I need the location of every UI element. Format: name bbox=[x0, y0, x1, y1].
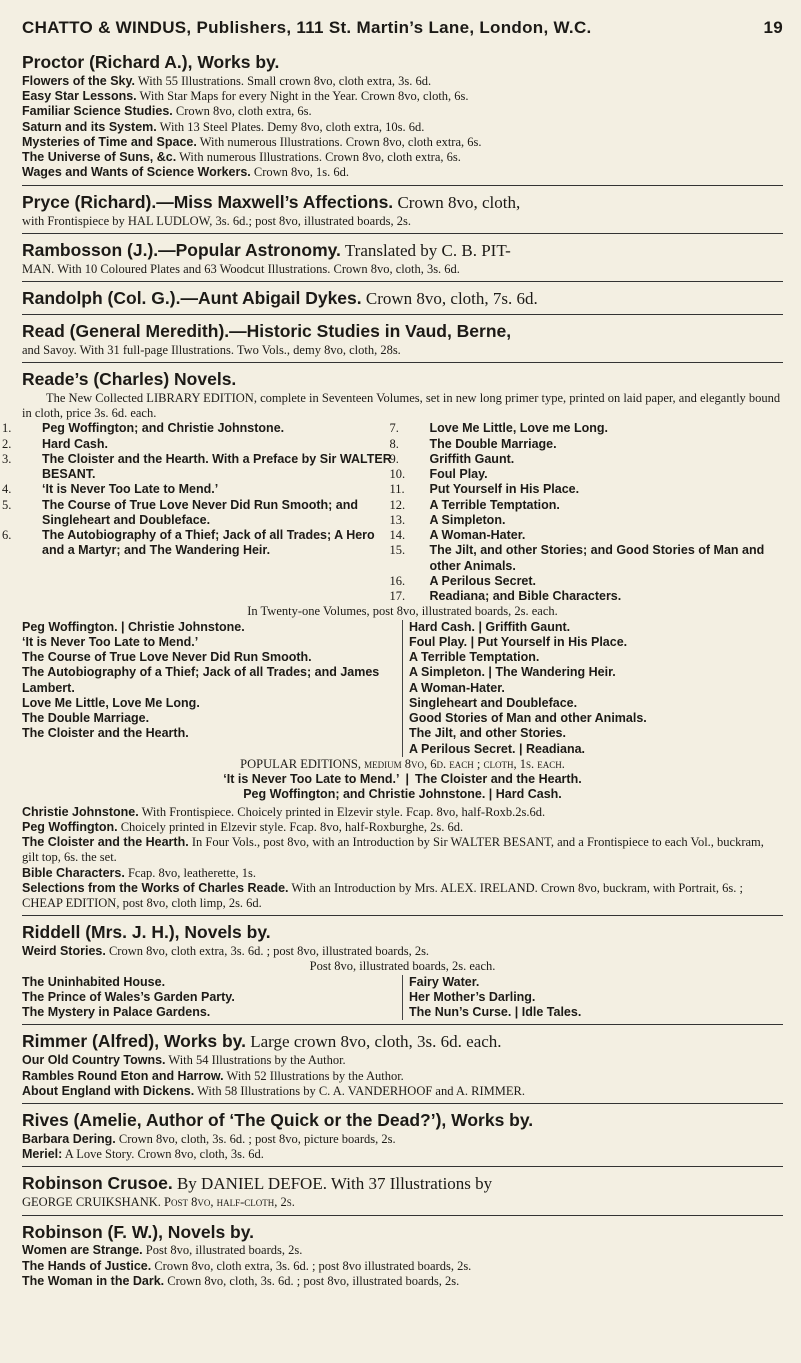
volume-title: A Perilous Secret. bbox=[429, 573, 537, 588]
work-detail: Crown 8vo, cloth extra, 3s. 6d. ; post 8vo illustrated boards, 2s. bbox=[151, 1258, 472, 1273]
volume-number: 10. bbox=[389, 467, 406, 481]
volume-title: Griffith Gaunt. bbox=[429, 451, 515, 466]
entry-detail: and Savoy. With 31 full-page Illustrations. Two Vols., demy 8vo, cloth, 28s. bbox=[22, 342, 401, 357]
entry-rimmer bbox=[22, 1031, 783, 1099]
riddell-list-right bbox=[403, 975, 783, 1021]
riddell-novel-title: The Prince of Wales’s Garden Party. bbox=[22, 989, 235, 1004]
work-detail: With Star Maps for every Night in the Year. Crown 8vo, cloth, 6s. bbox=[136, 89, 469, 104]
work-detail: Crown 8vo, cloth extra, 6s. bbox=[172, 104, 312, 119]
entry-heading: Reade’s (Charles) Novels. bbox=[22, 368, 237, 389]
riddell-post-note: Post 8vo, illustrated boards, 2s. each. bbox=[309, 959, 496, 974]
work-title: Familiar Science Studies. bbox=[22, 104, 173, 119]
riddell-novel-list bbox=[22, 975, 783, 1021]
work-title: Easy Star Lessons. bbox=[22, 89, 137, 104]
publisher-line: CHATTO & WINDUS, Publishers, 111 St. Martin’s Lane, London, W.C. bbox=[22, 18, 592, 37]
riddell-list-left bbox=[22, 975, 403, 1021]
entry-heading-tail: By DANIEL DEFOE. With 37 Illustrations by bbox=[172, 1174, 493, 1194]
work-line bbox=[22, 165, 783, 180]
work-line bbox=[22, 1243, 783, 1258]
work-detail: With Frontispiece. Choicely printed in Elzevir style. Fcap. 8vo, half-Roxb.2s.6d. bbox=[138, 804, 546, 819]
work-detail: Post 8vo, illustrated boards, 2s. bbox=[142, 1243, 303, 1258]
twentyone-title: Hard Cash. | Griffith Gaunt. bbox=[409, 619, 571, 634]
work-title: Our Old Country Towns. bbox=[22, 1053, 166, 1068]
work-line bbox=[22, 104, 783, 119]
work-line bbox=[22, 89, 783, 104]
entry-heading: Rimmer (Alfred), Works by. bbox=[22, 1031, 246, 1052]
library-volume bbox=[2, 528, 396, 559]
work-detail: With 54 Illustrations by the Author. bbox=[165, 1053, 346, 1068]
work-detail: Crown 8vo, 1s. 6d. bbox=[250, 165, 350, 180]
entry-robinson-crusoe bbox=[22, 1173, 783, 1210]
page-number: 19 bbox=[763, 18, 783, 37]
work-title: Bible Characters. bbox=[22, 865, 125, 880]
work-title: Women are Strange. bbox=[22, 1243, 143, 1258]
volume-title: Love Me Little, Love me Long. bbox=[429, 421, 608, 436]
entry-heading: Rives (Amelie, Author of ‘The Quick or the Dead?’), Works by. bbox=[22, 1110, 534, 1130]
entry-heading: Pryce (Richard).—Miss Maxwell’s Affections. bbox=[22, 191, 394, 212]
twentyone-title: The Autobiography of a Thief; Jack of all Trades; and James Lambert. bbox=[22, 665, 380, 695]
entry-heading: Riddell (Mrs. J. H.), Novels by. bbox=[22, 922, 271, 943]
library-volume bbox=[389, 436, 784, 452]
twentyone-title: The Cloister and the Hearth. bbox=[22, 726, 189, 741]
volume-title: Hard Cash. bbox=[42, 436, 108, 451]
library-volume bbox=[389, 573, 784, 589]
entry-rives bbox=[22, 1110, 783, 1162]
popular-editions-line-2: Peg Woffington; and Christie Johnstone. | Hard Cash. bbox=[243, 787, 562, 802]
work-title: The Cloister and the Hearth. bbox=[22, 835, 189, 849]
work-detail: Crown 8vo, cloth, 3s. 6d. ; post 8vo, picture boards, 2s. bbox=[115, 1131, 396, 1146]
entry-pryce bbox=[22, 192, 783, 229]
entry-heading: Robinson Crusoe. bbox=[22, 1173, 173, 1194]
volume-number: 11. bbox=[389, 482, 405, 497]
volume-title: The Double Marriage. bbox=[429, 436, 557, 451]
volume-number: 5. bbox=[2, 497, 12, 512]
entry-heading: Robinson (F. W.), Novels by. bbox=[22, 1221, 255, 1242]
twentyone-list-right bbox=[403, 620, 783, 757]
popular-editions-line-1: ‘It is Never Too Late to Mend.’ | The Cloister and the Hearth. bbox=[223, 772, 582, 786]
work-detail: With 58 Illustrations by C. A. VANDERHOOF and A. RIMMER. bbox=[194, 1083, 526, 1098]
popular-title: The Cloister and the Hearth. bbox=[414, 772, 582, 786]
riddell-novel-title: Her Mother’s Darling. bbox=[409, 989, 536, 1004]
volume-title: The Course of True Love Never Did Run Smooth; and Singleheart and Doubleface. bbox=[42, 497, 359, 527]
volume-title: A Simpleton. bbox=[429, 512, 506, 527]
work-line bbox=[22, 1053, 783, 1068]
work-line bbox=[22, 866, 783, 881]
library-volume bbox=[389, 451, 784, 467]
twentyone-title: A Woman-Hater. bbox=[409, 680, 505, 695]
work-line bbox=[22, 1084, 783, 1099]
volume-number: 17. bbox=[389, 589, 406, 603]
library-volume bbox=[2, 436, 396, 452]
library-volume bbox=[2, 482, 396, 497]
volume-title: ‘It is Never Too Late to Mend.’ bbox=[42, 482, 219, 497]
entry-heading-tail: Crown 8vo, cloth, bbox=[393, 192, 521, 212]
popular-editions-note: POPULAR EDITIONS, medium 8vo, 6d. each ; cloth, 1s. each. bbox=[240, 756, 565, 771]
entry-heading: Read (General Meredith).—Historic Studies in Vaud, Berne, bbox=[22, 320, 512, 341]
work-detail: With 13 Steel Plates. Demy 8vo, cloth extra, 10s. 6d. bbox=[156, 119, 425, 134]
volume-number: 9. bbox=[389, 451, 399, 466]
riddell-novel-title: The Mystery in Palace Gardens. bbox=[22, 1005, 211, 1020]
rimmer-work-list bbox=[22, 1053, 783, 1099]
volume-number: 4. bbox=[2, 482, 12, 497]
twentyone-title: Love Me Little, Love Me Long. bbox=[22, 695, 200, 710]
work-line bbox=[22, 1147, 783, 1162]
twentyone-title: Peg Woffington. | Christie Johnstone. bbox=[22, 619, 245, 634]
volume-number: 8. bbox=[389, 436, 399, 451]
twentyone-list-left bbox=[22, 620, 403, 757]
entry-detail: GEORGE CRUIKSHANK. Post 8vo, half-cloth, 2s. bbox=[22, 1195, 295, 1210]
library-list-right bbox=[389, 421, 784, 604]
entry-reade bbox=[2, 368, 783, 911]
work-title: The Hands of Justice. bbox=[22, 1258, 152, 1273]
work-detail: With 55 Illustrations. Small crown 8vo, cloth extra, 3s. 6d. bbox=[135, 73, 432, 88]
library-volume bbox=[389, 421, 784, 436]
reade-selections: Selections from the Works of Charles Reade. With an Introduction by Mrs. ALEX. IRELAND. Crown 8vo, buckram, with Portrait, 6s. ; CHEAP EDITION, post 8vo, cloth limp, 2s. 6d. bbox=[22, 880, 743, 910]
entry-heading-tail: Crown 8vo, cloth, 7s. 6d. bbox=[361, 288, 538, 308]
twentyone-title: A Simpleton. | The Wandering Heir. bbox=[409, 665, 616, 680]
work-title: Mysteries of Time and Space. bbox=[22, 134, 197, 149]
volume-title: Put Yourself in His Place. bbox=[429, 482, 580, 497]
entry-proctor bbox=[22, 52, 783, 181]
library-volume bbox=[389, 512, 784, 528]
riddell-novel-title: The Nun’s Curse. | Idle Tales. bbox=[409, 1005, 582, 1020]
entry-heading: Proctor (Richard A.), Works by. bbox=[22, 52, 280, 72]
library-volume bbox=[389, 482, 784, 497]
volume-number: 7. bbox=[389, 421, 399, 436]
work-title: About England with Dickens. bbox=[22, 1083, 195, 1098]
work-title: Peg Woffington. bbox=[22, 819, 118, 834]
entry-heading-tail: Large crown 8vo, cloth, 3s. 6d. each. bbox=[245, 1032, 502, 1052]
riddell-novel-title: Fairy Water. bbox=[409, 974, 480, 989]
work-line bbox=[22, 150, 783, 165]
twentyone-title: A Perilous Secret. | Readiana. bbox=[409, 741, 586, 756]
catalogue-page bbox=[2, 0, 783, 1289]
library-edition-list bbox=[2, 421, 783, 604]
entry-heading: Randolph (Col. G.).—Aunt Abigail Dykes. bbox=[22, 287, 362, 308]
entry-read bbox=[22, 321, 783, 358]
work-detail: Crown 8vo, cloth, 3s. 6d. ; post 8vo, illustrated boards, 2s. bbox=[164, 1273, 460, 1288]
library-volume bbox=[389, 589, 784, 604]
work-line bbox=[22, 135, 783, 150]
twentyone-title: Foul Play. | Put Yourself in His Place. bbox=[409, 634, 628, 649]
work-title: Rambles Round Eton and Harrow. bbox=[22, 1068, 224, 1083]
twentyone-title: ‘It is Never Too Late to Mend.’ bbox=[22, 634, 199, 649]
entry-detail: with Frontispiece by HAL LUDLOW, 3s. 6d.; post 8vo, illustrated boards, 2s. bbox=[22, 213, 411, 228]
twentyone-title: Good Stories of Man and other Animals. bbox=[409, 711, 647, 725]
robinson-work-list bbox=[22, 1243, 783, 1289]
rives-work-list bbox=[22, 1132, 783, 1163]
weird-stories-line: Weird Stories. Crown 8vo, cloth extra, 3s. 6d. ; post 8vo, illustrated boards, 2s. bbox=[22, 944, 430, 959]
volume-title: The Cloister and the Hearth. With a Preface by Sir WALTER BESANT. bbox=[42, 451, 392, 481]
entry-heading: Rambosson (J.).—Popular Astronomy. bbox=[22, 239, 341, 260]
work-title: Saturn and its System. bbox=[22, 119, 157, 134]
running-header bbox=[22, 0, 783, 42]
work-detail: Fcap. 8vo, leatherette, 1s. bbox=[124, 865, 257, 880]
work-line bbox=[22, 1132, 783, 1147]
work-title: Flowers of the Sky. bbox=[22, 73, 135, 88]
work-title: The Universe of Suns, &c. bbox=[22, 150, 177, 165]
work-detail: In Four Vols., post 8vo, with an Introduction by Sir WALTER BESANT, and a Frontispiece to each Vol., buckram, gilt top, 6s. the set. bbox=[22, 835, 764, 865]
work-line bbox=[22, 805, 783, 820]
volume-number: 12. bbox=[389, 497, 406, 512]
work-line bbox=[22, 1259, 783, 1274]
library-volume bbox=[389, 543, 784, 574]
reade-special-editions bbox=[22, 805, 783, 881]
volume-number: 6. bbox=[2, 528, 12, 542]
volume-title: A Woman-Hater. bbox=[429, 528, 526, 542]
volume-number: 3. bbox=[2, 451, 12, 466]
entry-heading-tail: Translated by C. B. PIT- bbox=[340, 240, 511, 260]
volume-number: 1. bbox=[2, 421, 12, 436]
riddell-novel-title: The Uninhabited House. bbox=[22, 974, 166, 989]
volume-number: 15. bbox=[389, 543, 406, 558]
library-volume bbox=[389, 528, 784, 543]
volume-number: 16. bbox=[389, 573, 406, 588]
work-line bbox=[22, 120, 783, 135]
entry-randolph bbox=[22, 288, 783, 310]
work-detail: A Love Story. Crown 8vo, cloth, 3s. 6d. bbox=[62, 1147, 264, 1162]
work-line bbox=[22, 820, 783, 835]
entry-rambosson bbox=[22, 240, 783, 277]
proctor-work-list bbox=[22, 74, 783, 181]
library-list-left bbox=[2, 421, 396, 604]
work-title: Barbara Dering. bbox=[22, 1131, 116, 1146]
volume-number: 14. bbox=[389, 528, 406, 542]
twentyone-title: A Terrible Temptation. bbox=[409, 650, 540, 664]
volume-title: The Jilt, and other Stories; and Good Stories of Man and other Animals. bbox=[429, 543, 765, 573]
entry-riddell bbox=[22, 922, 783, 1020]
volume-title: Peg Woffington; and Christie Johnstone. bbox=[42, 421, 285, 436]
volume-number: 13. bbox=[389, 512, 406, 527]
work-detail: With numerous Illustrations. Crown 8vo, cloth extra, 6s. bbox=[196, 134, 482, 149]
library-volume bbox=[2, 421, 396, 436]
library-volume bbox=[389, 497, 784, 513]
popular-title: ‘It is Never Too Late to Mend.’ bbox=[223, 772, 400, 786]
twentyone-volumes-note: In Twenty-one Volumes, post 8vo, illustrated boards, 2s. each. bbox=[247, 604, 558, 619]
library-volume bbox=[389, 467, 784, 482]
work-line bbox=[22, 1274, 783, 1289]
entry-detail: MAN. With 10 Coloured Plates and 63 Woodcut Illustrations. Crown 8vo, cloth, 3s. 6d. bbox=[22, 261, 460, 276]
twentyone-title: The Double Marriage. bbox=[22, 711, 150, 725]
volume-title: A Terrible Temptation. bbox=[429, 497, 560, 512]
work-title: Christie Johnstone. bbox=[22, 804, 139, 819]
volume-title: Foul Play. bbox=[429, 467, 488, 481]
work-detail: With numerous Illustrations. Crown 8vo, cloth extra, 6s. bbox=[176, 150, 461, 165]
work-title: The Woman in the Dark. bbox=[22, 1273, 165, 1288]
work-line bbox=[22, 74, 783, 89]
library-volume bbox=[2, 497, 396, 529]
twentyone-title: The Course of True Love Never Did Run Smooth. bbox=[22, 650, 312, 664]
work-title: Wages and Wants of Science Workers. bbox=[22, 165, 251, 180]
volume-title: Readiana; and Bible Characters. bbox=[429, 589, 622, 603]
twentyone-volumes-list bbox=[22, 620, 783, 757]
entry-robinson-fw bbox=[22, 1222, 783, 1290]
work-line bbox=[22, 835, 783, 866]
work-line bbox=[22, 1069, 783, 1084]
twentyone-title: Singleheart and Doubleface. bbox=[409, 695, 578, 710]
volume-title: The Autobiography of a Thief; Jack of all Trades; A Hero and a Martyr; and The Wandering Heir. bbox=[42, 528, 375, 558]
work-detail: With 52 Illustrations by the Author. bbox=[223, 1068, 404, 1083]
work-title: Meriel: bbox=[22, 1147, 63, 1162]
work-detail: Choicely printed in Elzevir style. Fcap. 8vo, half-Roxburghe, 2s. 6d. bbox=[117, 819, 464, 834]
twentyone-title: The Jilt, and other Stories. bbox=[409, 726, 566, 741]
library-volume bbox=[2, 451, 396, 483]
library-edition-intro: The New Collected LIBRARY EDITION, complete in Seventeen Volumes, set in new long primer type, printed on laid paper, and elegantly bound in cloth, price 3s. 6d. each. bbox=[22, 390, 781, 420]
volume-number: 2. bbox=[2, 436, 12, 451]
